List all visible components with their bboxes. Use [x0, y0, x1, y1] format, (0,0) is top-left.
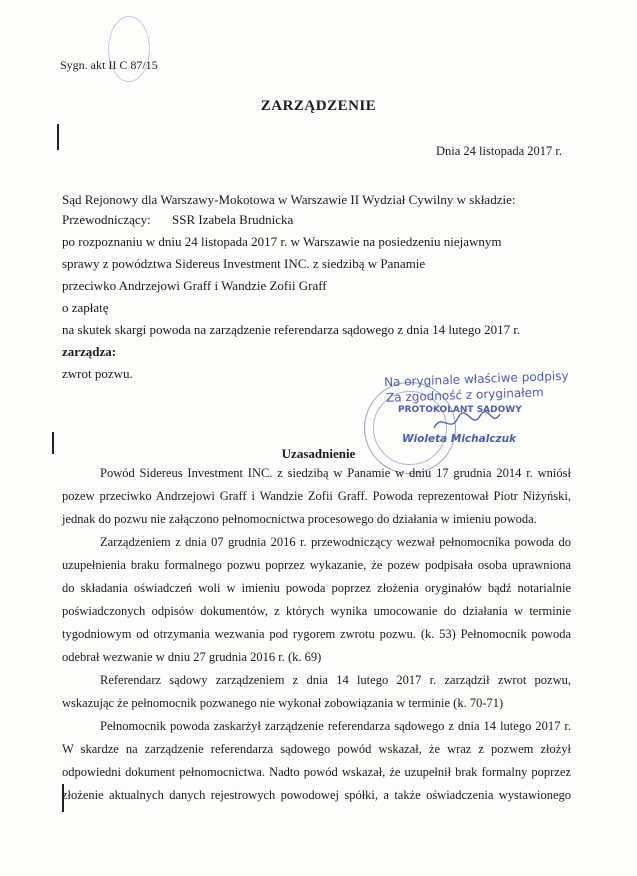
paragraph-line: złożenie aktualnych danych rejestrowych powodowej spółki, a także oświadczenia wystawionego [62, 788, 571, 802]
justification-heading: Uzasadnienie [281, 446, 356, 461]
paragraph-line: do składania oświadczeń woli w imieniu powoda poprzez złożenia oryginałów bądź notarialnie [62, 581, 571, 595]
handwritten-signature [432, 408, 502, 436]
paragraph-line: jednak do pozwu nie załączono pełnomocnictwa procesowego do działania w imieniu powoda. [62, 512, 537, 526]
paragraph-line: poświadczonych odpisów dokumentów, z których wynika umocowanie do działania w terminie [62, 604, 571, 618]
orders-label: zarządza: [62, 344, 117, 359]
stamp-line-originals: Na oryginale właściwe podpisy [383, 368, 569, 390]
paragraph-line: odpowiedni dokument pełnomocnictwa. Nadto powód wskazał, że uzupełnił brak formalny poprzez [62, 765, 571, 779]
complaint-line: na skutek skargi powoda na zarządzenie referendarza sądowego z dnia 14 lutego 2017 r. [62, 322, 521, 337]
stamp-line-clerk-name: Wioleta Michalczuk [402, 433, 517, 445]
document-date: Dnia 24 listopada 2017 r. [436, 144, 563, 158]
paragraph-line: Referendarz sądowy zarządzeniem z dnia 14 lutego 2017 r. zarządził zwrot pozwu, [100, 673, 571, 687]
paragraph-line: Pełnomocnik powoda zaskarżył zarządzenie referendarza sądowego z dnia 14 lutego 2017 r. [100, 719, 571, 733]
session-line: po rozpoznaniu w dniu 24 listopada 2017 r. w Warszawie na posiedzeniu niejawnym [62, 234, 502, 249]
paragraph-line: uzupełnienia braku formalnego pozwu poprzez wykazanie, że pozew podpisała osoba uprawniona [62, 558, 571, 572]
case-signature: Sygn. akt II C 87/15 [60, 58, 158, 72]
paragraph-line: wskazując że pełnomocnik pozwanego nie wykonał zobowiązania w terminie (k. 70-71) [62, 696, 504, 710]
stamp-line-clerk-title: PROTOKOLANT SĄDOWY [398, 405, 522, 415]
defendants-line: przeciwko Andrzejowi Graff i Wandzie Zofii Graff [62, 278, 327, 293]
order-text: zwrot pozwu. [62, 366, 133, 381]
presiding-judge: SSR Izabela Brudnicka [172, 212, 294, 227]
paragraph-line: Powód Sidereus Investment INC. z siedzibą w Panamie w dniu 17 grudnia 2014 r. wniósł [100, 466, 571, 480]
presiding-label: Przewodniczący: [62, 212, 151, 227]
subject-line: o zapłatę [62, 300, 109, 315]
stamp-line-conformity: Za zgodność z oryginałem [385, 385, 544, 405]
paragraph-line: odebrał wezwanie w dniu 27 grudnia 2016 r. (k. 69) [62, 650, 322, 664]
plaintiff-line: sprawy z powództwa Sidereus Investment INC. z siedzibą w Panamie [62, 256, 426, 271]
paragraph-line: W skardze na zarządzenie referendarza sądowego powód wskazał, że wraz z pozwem złożył [62, 742, 571, 756]
paragraph-line: Zarządzeniem z dnia 07 grudnia 2016 r. przewodniczący wezwał pełnomocnika powoda do [100, 535, 571, 549]
margin-mark [57, 124, 59, 150]
court-composition-line: Sąd Rejonowy dla Warszawy-Mokotowa w Warszawie II Wydział Cywilny w składzie: [62, 192, 516, 207]
paragraph-line: tygodniowym od otrzymania wezwania pod rygorem zwrotu pozwu. (k. 53) Pełnomocnik powoda [62, 627, 571, 641]
document-title: ZARZĄDZENIE [260, 98, 377, 114]
paragraph-line: pozew przeciwko Andrzejowi Graff i Wandzie Zofii Graff. Powoda reprezentował Piotr Niżyński, [62, 489, 571, 503]
